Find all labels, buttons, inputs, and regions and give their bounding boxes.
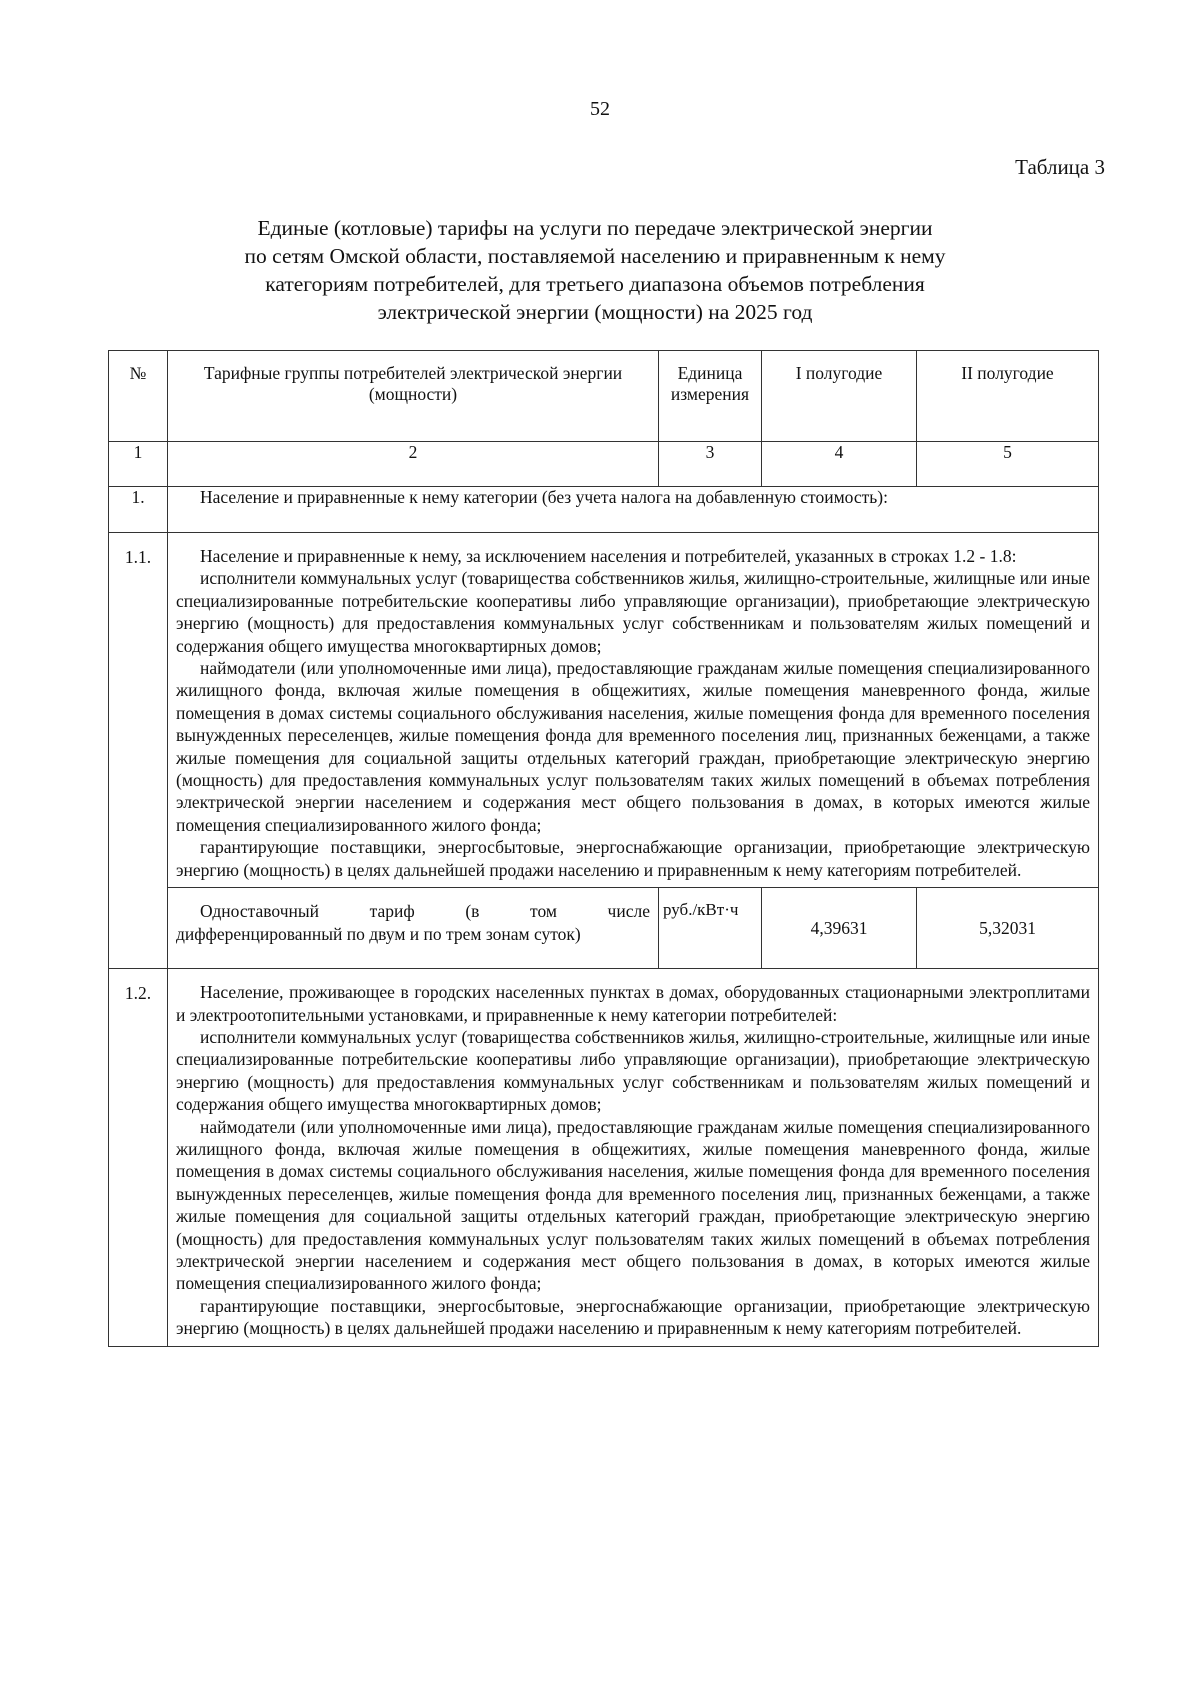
table-label: Таблица 3	[1015, 155, 1105, 179]
tariff-value-half1: 4,39631	[762, 888, 917, 969]
group-description	[168, 533, 1099, 888]
row-number: 1.	[109, 487, 168, 533]
section-row	[109, 487, 1099, 533]
title-line: электрической энергии (мощности) на 2025 год	[377, 300, 813, 324]
column-number: 1	[109, 442, 168, 487]
group-description	[168, 969, 1099, 1347]
group-paragraph: наймодатели (или уполномоченные ими лица), предоставляющие гражданам жилые помещения специализированного жилищного фонда, включая жилые помещения в общежитиях, жилые помещения маневренного фонда, жилые помещения в домах системы социального обслуживания населения, жилые помещения фонда для временного поселения вынужденных переселенцев, жилые помещения фонда для временного поселения лиц, признанных беженцами, а также жилые помещения для социальной защиты отдельных категорий граждан, приобретающие электрическую энергию (мощность) для предоставления коммунальных услуг пользователям таких жилых помещений в объемах потребления электрической энергии населением и содержания мест общего пользования в домах, в которых имеются жилые помещения специализированного жилого фонда;	[176, 658, 1090, 835]
header-half2: II полугодие	[917, 351, 1099, 442]
header-half1: I полугодие	[762, 351, 917, 442]
page-number: 52	[590, 98, 610, 120]
tariff-table	[108, 350, 1099, 1347]
table-header-row	[109, 351, 1099, 442]
header-unit: Единица измерения	[659, 351, 762, 442]
title-line: категориям потребителей, для третьего диапазона объемов потребления	[265, 272, 925, 296]
tariff-row	[109, 888, 1099, 969]
column-numbers-row	[109, 442, 1099, 487]
group-lead: Население, проживающее в городских населенных пунктах в домах, оборудованных стационарными электроплитами и электроотопительными установками, и приравненные к нему категории потребителей:	[176, 982, 1090, 1025]
document-title	[150, 214, 1040, 326]
tariff-unit: руб./кВт·ч	[659, 888, 762, 969]
tariff-name-line: дифференцированный по двум и по трем зонам суток)	[176, 923, 581, 944]
tariff-value-half2: 5,32031	[917, 888, 1099, 969]
table-row	[109, 969, 1099, 1347]
group-paragraph: наймодатели (или уполномоченные ими лица), предоставляющие гражданам жилые помещения специализированного жилищного фонда, включая жилые помещения в общежитиях, жилые помещения маневренного фонда, жилые помещения в домах системы социального обслуживания населения, жилые помещения фонда для временного поселения вынужденных переселенцев, жилые помещения фонда для временного поселения лиц, признанных беженцами, а также жилые помещения для социальной защиты отдельных категорий граждан, приобретающие электрическую энергию (мощность) для предоставления коммунальных услуг пользователям таких жилых помещений в объемах потребления электрической энергии населением и содержания мест общего пользования в домах, в которых имеются жилые помещения специализированного жилого фонда;	[176, 1116, 1090, 1294]
column-number: 2	[168, 442, 659, 487]
column-number: 4	[762, 442, 917, 487]
column-number: 5	[917, 442, 1099, 487]
header-num: №	[109, 351, 168, 442]
row-number: 1.1.	[109, 533, 168, 969]
tariff-name	[168, 888, 659, 969]
group-lead: Население и приравненные к нему, за исключением населения и потребителей, указанных в строках 1.2 - 1.8:	[200, 546, 1017, 566]
tariff-name-line: Одноставочный тариф (в том числе	[200, 901, 650, 922]
section-title: Население и приравненные к нему категории (без учета налога на добавленную стоимость):	[168, 487, 1099, 533]
table-row	[109, 533, 1099, 888]
row-number: 1.2.	[109, 969, 168, 1347]
group-paragraph: исполнители коммунальных услуг (товарищества собственников жилья, жилищно-строительные, жилищные или иные специализированные потребительские кооперативы либо управляющие организации), приобретающие электрическую энергию (мощность) для предоставления коммунальных услуг собственникам и пользователям жилых помещений и содержания общего имущества многоквартирных домов;	[176, 1026, 1090, 1115]
group-paragraph: гарантирующие поставщики, энергосбытовые, энергоснабжающие организации, приобретающие электрическую энергию (мощность) в целях дальнейшей продажи населению и приравненным к нему категориям потребителей.	[176, 837, 1090, 880]
header-group: Тарифные группы потребителей электрической энергии (мощности)	[168, 351, 659, 442]
title-line: Единые (котловые) тарифы на услуги по передаче электрической энергии	[257, 216, 933, 240]
title-line: по сетям Омской области, поставляемой населению и приравненным к нему	[244, 244, 946, 268]
group-paragraph: гарантирующие поставщики, энергосбытовые, энергоснабжающие организации, приобретающие электрическую энергию (мощность) в целях дальнейшей продажи населению и приравненным к нему категориям потребителей.	[176, 1295, 1090, 1339]
group-paragraph: исполнители коммунальных услуг (товарищества собственников жилья, жилищно-строительные, жилищные или иные специализированные потребительские кооперативы либо управляющие организации), приобретающие электрическую энергию (мощность) для предоставления коммунальных услуг собственникам и пользователям жилых помещений и содержания общего имущества многоквартирных домов;	[176, 568, 1090, 656]
column-number: 3	[659, 442, 762, 487]
